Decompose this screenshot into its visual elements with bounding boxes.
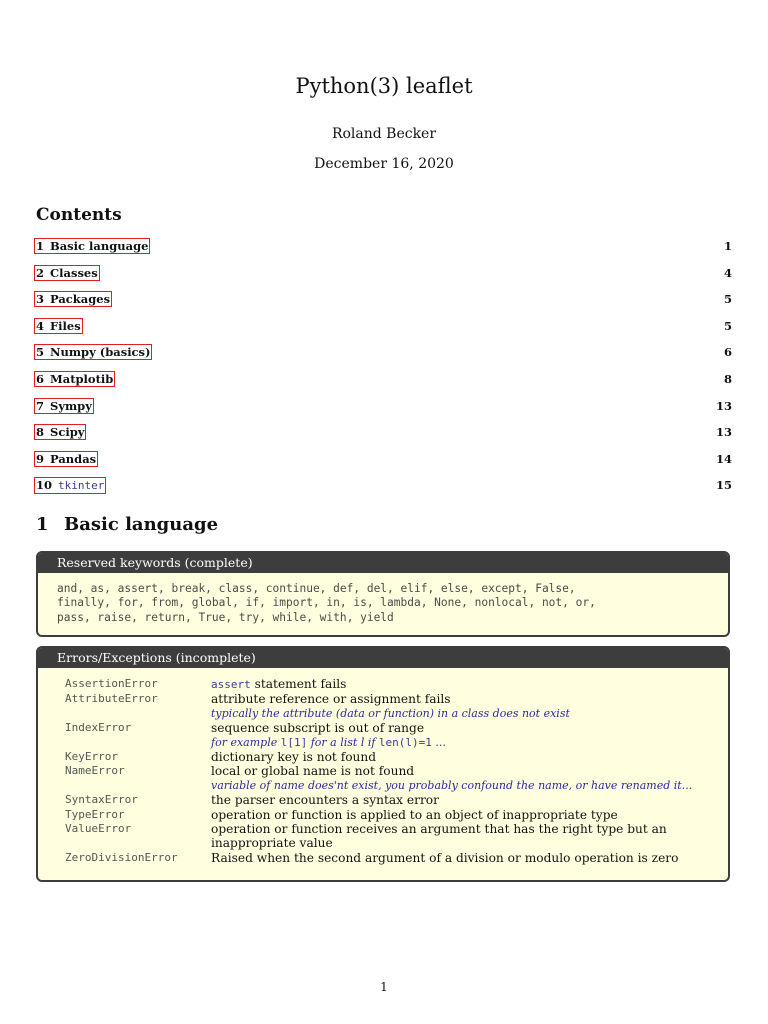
toc-link-sympy[interactable]: 7 Sympy [36, 398, 92, 413]
toc-page-number: 8 [723, 371, 732, 386]
toc-row [34, 291, 732, 318]
table-row [38, 677, 728, 692]
error-name: TypeError [65, 807, 125, 821]
section-number: 1 [36, 514, 49, 535]
section-heading [36, 514, 218, 535]
table-row [38, 764, 728, 793]
error-name: AssertionError [65, 677, 158, 690]
contents-heading: Contents [36, 205, 122, 225]
document-title: Python(3) leaflet [295, 74, 473, 98]
toc-row [34, 238, 732, 265]
error-note: typically the attribute (data or function) in a class does not exist [211, 706, 570, 720]
document-date: December 16, 2020 [314, 156, 454, 172]
toc-link-files[interactable]: 4 Files [36, 318, 81, 333]
keywords-line: and, as, assert, break, class, continue, def, del, elif, else, except, False, [57, 582, 576, 595]
error-name: ZeroDivisionError [65, 850, 178, 864]
table-row [38, 808, 728, 822]
error-description: operation or function is applied to an object of inappropriate type [211, 807, 618, 822]
table-of-contents [34, 238, 732, 504]
toc-row [34, 398, 732, 425]
toc-row [34, 477, 732, 504]
toc-page-number: 14 [715, 451, 732, 466]
toc-row [34, 265, 732, 292]
table-row [38, 750, 728, 764]
keywords-line: finally, for, from, global, if, import, in, is, lambda, None, nonlocal, not, or, [57, 596, 596, 610]
errors-box [36, 646, 730, 882]
error-description: local or global name is not found [211, 764, 415, 779]
error-name: IndexError [65, 721, 132, 735]
toc-page-number: 13 [715, 425, 732, 440]
toc-link-pandas[interactable]: 9 Pandas [36, 451, 97, 466]
errors-table [38, 668, 728, 865]
table-row [38, 721, 728, 750]
toc-page-number: 15 [715, 478, 732, 493]
toc-page-number: 5 [723, 292, 732, 307]
error-name: NameError [65, 764, 125, 778]
toc-row [34, 318, 732, 345]
error-description: dictionary key is not found [211, 750, 377, 765]
error-description: attribute reference or assignment fails [211, 692, 451, 707]
section-title: Basic language [64, 514, 219, 535]
toc-page-number: 13 [715, 398, 732, 413]
table-row [38, 851, 728, 865]
table-row [38, 822, 728, 851]
table-row [38, 692, 728, 721]
toc-row [34, 424, 732, 451]
errors-box-title: Errors/Exceptions (incomplete) [38, 648, 728, 668]
error-description: the parser encounters a syntax error [211, 793, 439, 808]
toc-row [34, 451, 732, 478]
keywords-list [38, 573, 728, 625]
toc-link-packages[interactable]: 3 Packages [36, 292, 111, 307]
toc-page-number: 5 [723, 318, 732, 333]
toc-row [34, 344, 732, 371]
error-description: operation or function receives an argument that has the right type but an inappropriate value [211, 822, 667, 851]
toc-page-number: 4 [723, 265, 732, 280]
error-name: SyntaxError [65, 793, 138, 807]
error-note: variable of name does'nt exist, you probably confound the name, or have renamed it... [211, 778, 693, 792]
error-name: ValueError [65, 822, 132, 836]
toc-link-classes[interactable]: 2 Classes [36, 265, 98, 280]
table-row [38, 793, 728, 807]
toc-link-tkinter[interactable]: 10 tkinter [36, 478, 105, 493]
error-description: sequence subscript is out of range [211, 721, 425, 736]
toc-page-number: 1 [723, 239, 732, 253]
keywords-box-title: Reserved keywords (complete) [38, 553, 728, 573]
toc-row [34, 371, 732, 398]
toc-link-basic-language[interactable]: 1 Basic language [36, 239, 149, 253]
keywords-line: pass, raise, return, True, try, while, with, yield [57, 610, 394, 624]
toc-link-scipy[interactable]: 8 Scipy [36, 425, 85, 440]
error-name: AttributeError [65, 692, 158, 706]
keywords-box [36, 551, 730, 637]
toc-page-number: 6 [723, 345, 732, 360]
toc-link-numpy[interactable]: 5 Numpy (basics) [36, 345, 151, 360]
toc-link-matplotib[interactable]: 6 Matplotib [36, 371, 114, 386]
document-author: Roland Becker [331, 126, 437, 142]
error-description: assert statement fails [211, 677, 347, 691]
page-number: 1 [380, 980, 388, 994]
error-description: Raised when the second argument of a division or modulo operation is zero [211, 850, 679, 865]
error-name: KeyError [65, 750, 118, 764]
error-note: for example l[1] for a list l if len(l)=1 ... [211, 735, 446, 749]
